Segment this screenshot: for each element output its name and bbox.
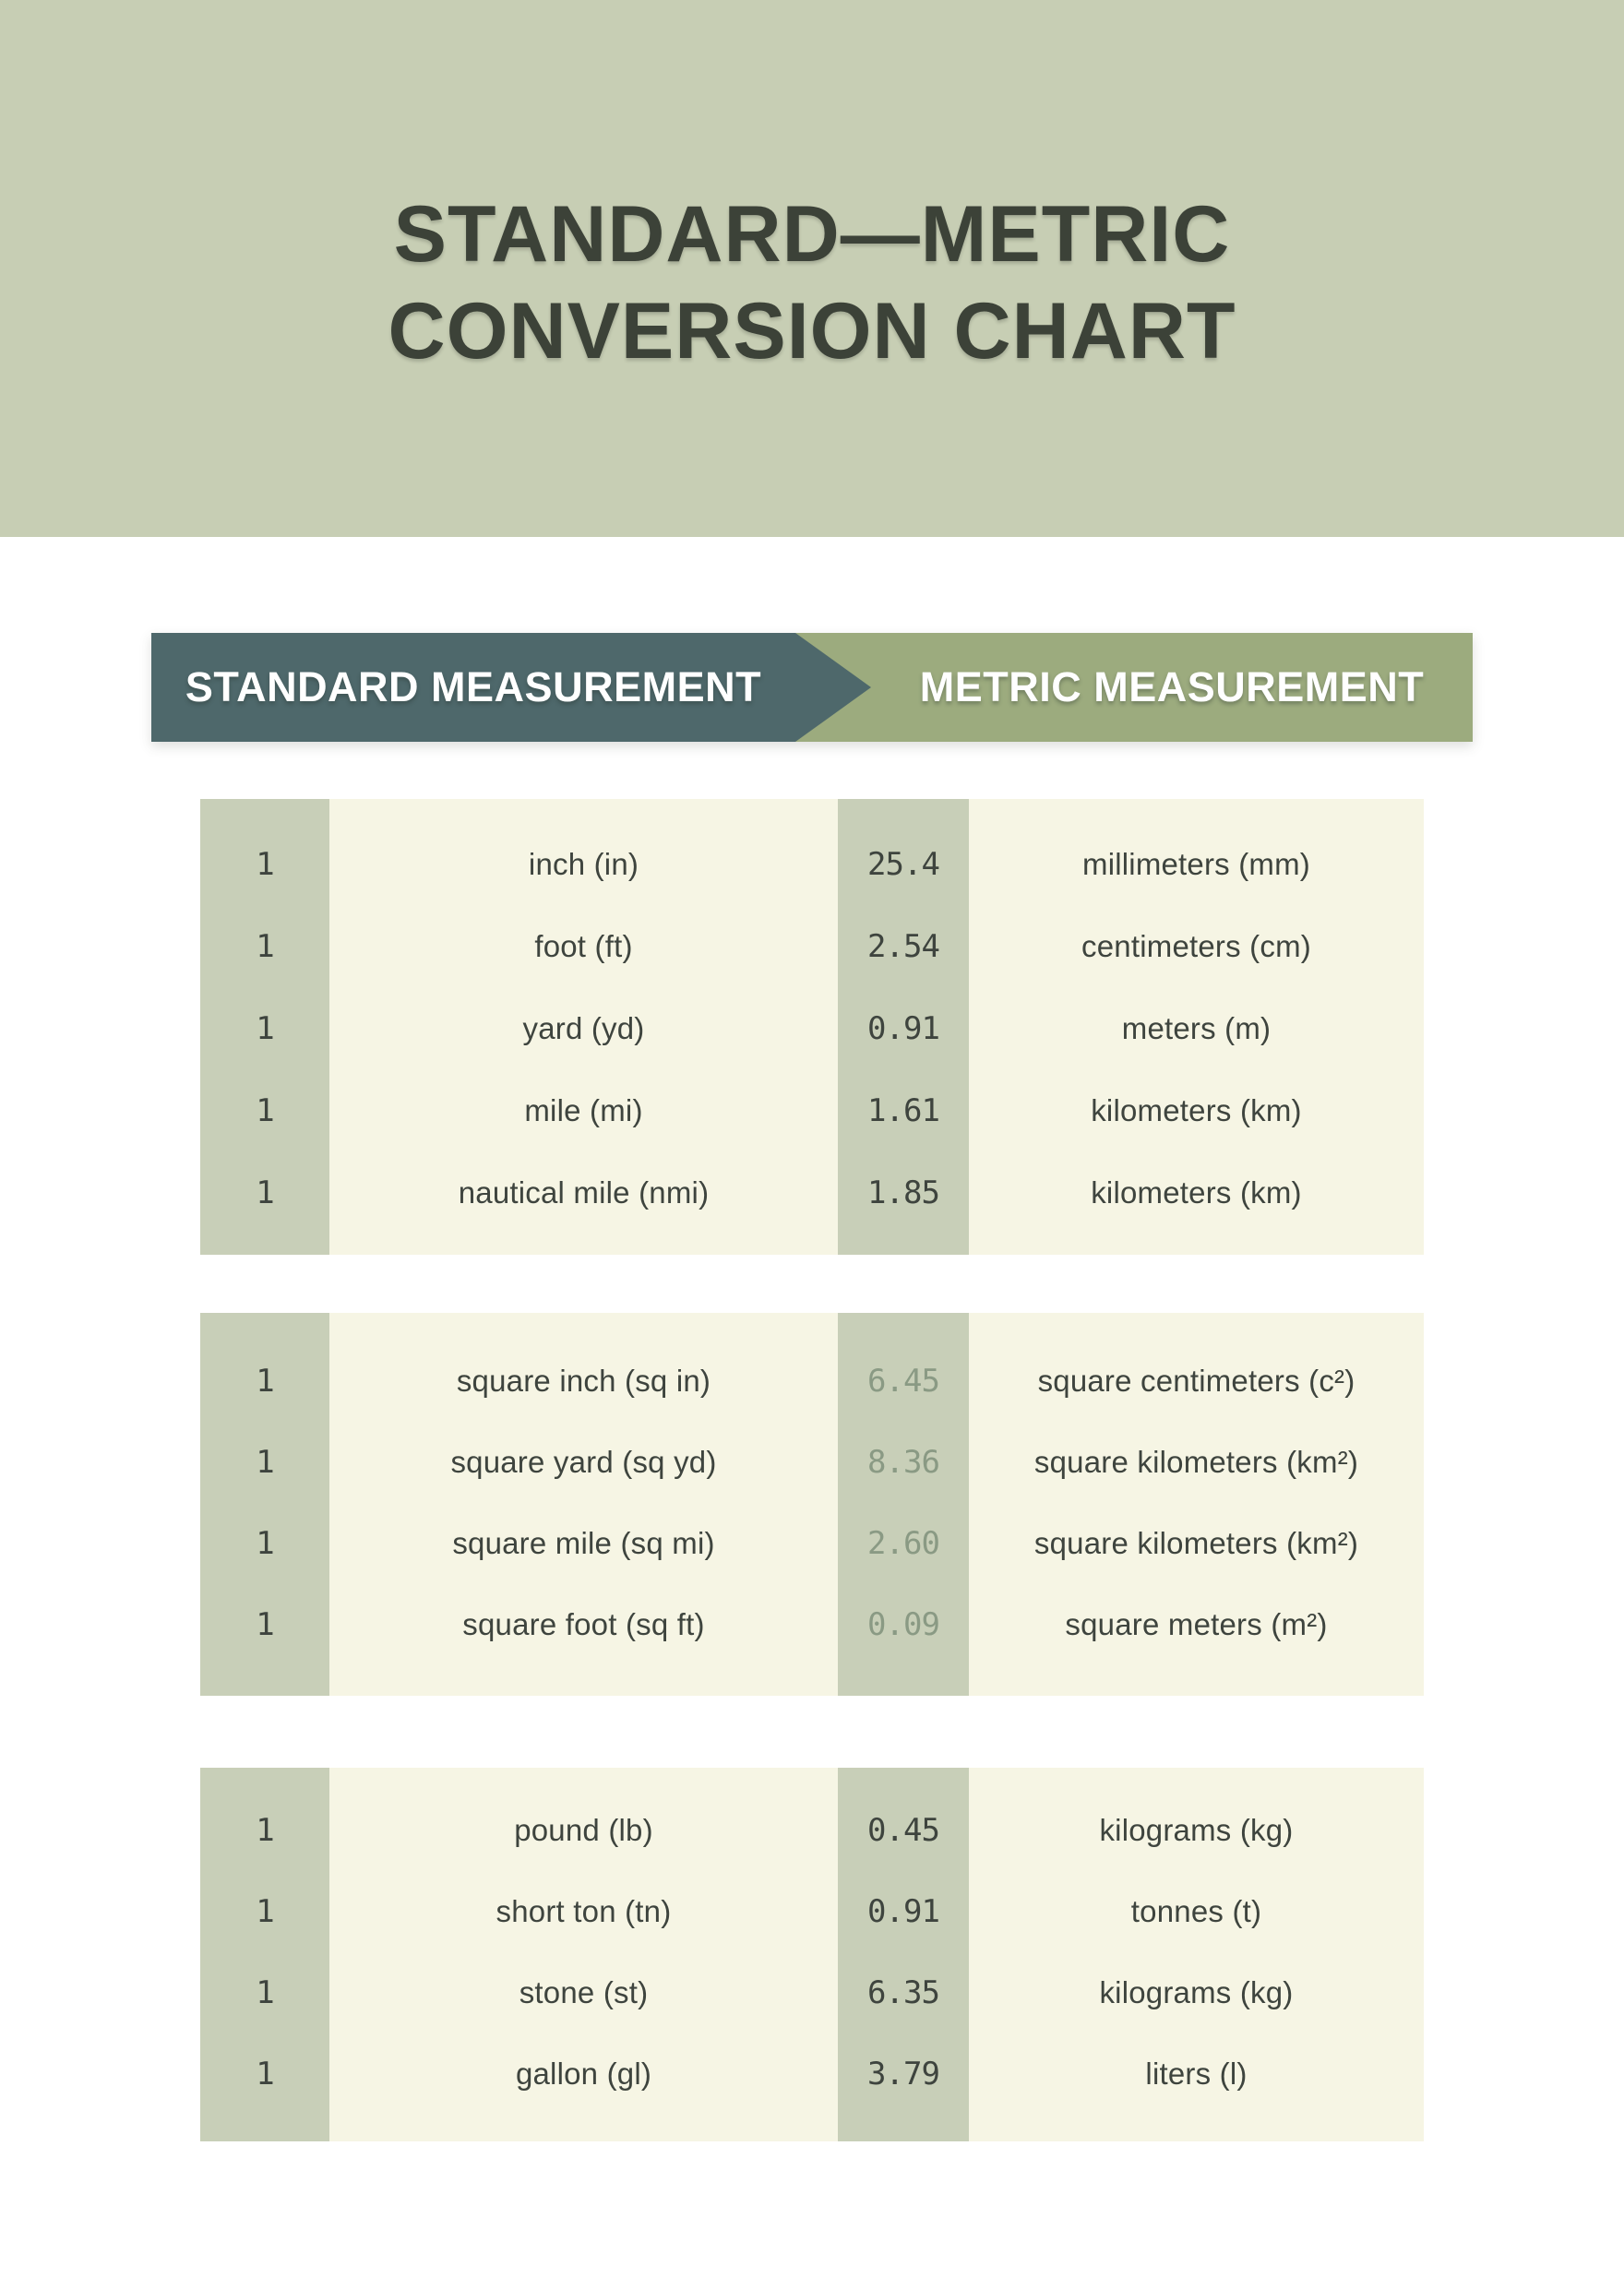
metric-unit-cell: square kilometers (km²) [1033, 1445, 1359, 1479]
metric-value-cell: 8.36 [867, 1444, 939, 1481]
table-row [200, 1952, 1424, 2033]
standard-unit-cell: square yard (sq yd) [450, 1445, 717, 1479]
metric-value-cell: 2.60 [867, 1525, 939, 1562]
table-row [200, 987, 1424, 1069]
standard-value-cell: 1 [256, 1174, 274, 1211]
standard-value-cell: 1 [256, 927, 274, 965]
standard-value-cell: 1 [256, 845, 274, 883]
metric-measurement-label: METRIC MEASUREMENT [919, 663, 1425, 710]
hero-banner [0, 0, 1624, 537]
metric-unit-cell: centimeters (cm) [1081, 928, 1311, 963]
standard-unit-cell: pound (lb) [514, 1813, 653, 1847]
metric-value-cell: 6.35 [867, 1974, 939, 2011]
table-row [200, 2033, 1424, 2115]
conversion-table-area [200, 1313, 1424, 1696]
metric-value-cell: 0.91 [867, 1893, 939, 1930]
standard-value-cell: 1 [256, 1091, 274, 1129]
metric-unit-cell: tonnes (t) [1130, 1894, 1262, 1928]
standard-unit-cell: square foot (sq ft) [462, 1607, 705, 1641]
standard-unit-cell: square inch (sq in) [456, 1364, 711, 1398]
metric-unit-cell: kilograms (kg) [1099, 1975, 1294, 2009]
table-row [200, 1584, 1424, 1665]
table-row [200, 1790, 1424, 1871]
metric-unit-cell: square centimeters (c²) [1037, 1364, 1355, 1398]
metric-value-cell: 2.54 [867, 927, 939, 965]
metric-value-cell: 1.61 [867, 1091, 939, 1129]
page-title-line-2: CONVERSION CHART [388, 287, 1236, 376]
table-row [200, 1503, 1424, 1584]
standard-value-cell: 1 [256, 1525, 274, 1562]
metric-unit-cell: kilometers (km) [1091, 1174, 1302, 1210]
standard-unit-cell: mile (mi) [524, 1092, 643, 1127]
metric-value-cell: 0.09 [867, 1606, 939, 1643]
table-row [200, 1151, 1424, 1234]
metric-unit-cell: meters (m) [1121, 1010, 1272, 1045]
standard-unit-cell: inch (in) [528, 846, 639, 881]
standard-value-cell: 1 [256, 1974, 274, 2011]
metric-value-cell: 0.45 [867, 1812, 939, 1849]
standard-measurement-label: STANDARD MEASUREMENT [185, 663, 762, 710]
standard-value-cell: 1 [256, 1812, 274, 1849]
standard-value-cell: 1 [256, 1444, 274, 1481]
standard-value-cell: 1 [256, 1363, 274, 1400]
metric-unit-cell: square kilometers (km²) [1033, 1526, 1359, 1560]
standard-unit-cell: foot (ft) [534, 928, 633, 963]
table-row [200, 1422, 1424, 1503]
standard-unit-cell: yard (yd) [522, 1010, 645, 1045]
metric-value-cell: 0.91 [867, 1009, 939, 1047]
metric-unit-cell: kilograms (kg) [1099, 1813, 1294, 1847]
standard-unit-cell: nautical mile (nmi) [458, 1174, 710, 1210]
page-title-line-1: STANDARD—METRIC [393, 190, 1231, 279]
conversion-table-weight-volume [200, 1768, 1424, 2141]
standard-value-cell: 1 [256, 1606, 274, 1643]
metric-value-cell: 25.4 [867, 845, 939, 883]
metric-value-cell: 1.85 [867, 1174, 939, 1211]
standard-unit-cell: square mile (sq mi) [452, 1526, 715, 1560]
measurement-header-bar [151, 633, 1473, 742]
metric-unit-cell: kilometers (km) [1091, 1092, 1302, 1127]
metric-value-cell: 3.79 [867, 2056, 939, 2092]
standard-value-cell: 1 [256, 1009, 274, 1047]
table-row [200, 1871, 1424, 1952]
metric-unit-cell: square meters (m²) [1065, 1607, 1328, 1641]
table-row [200, 1341, 1424, 1422]
table-row [200, 905, 1424, 987]
standard-value-cell: 1 [256, 1893, 274, 1930]
metric-unit-cell: liters (l) [1145, 2057, 1248, 2091]
metric-unit-cell: millimeters (mm) [1082, 846, 1310, 881]
standard-unit-cell: stone (st) [519, 1975, 649, 2009]
page-title [0, 0, 1624, 380]
standard-value-cell: 1 [256, 2056, 274, 2092]
table-row [200, 823, 1424, 905]
standard-unit-cell: gallon (gl) [515, 2057, 652, 2091]
table-row [200, 1069, 1424, 1151]
conversion-table-length [200, 799, 1424, 1255]
metric-value-cell: 6.45 [867, 1363, 939, 1400]
standard-unit-cell: short ton (tn) [496, 1894, 672, 1928]
